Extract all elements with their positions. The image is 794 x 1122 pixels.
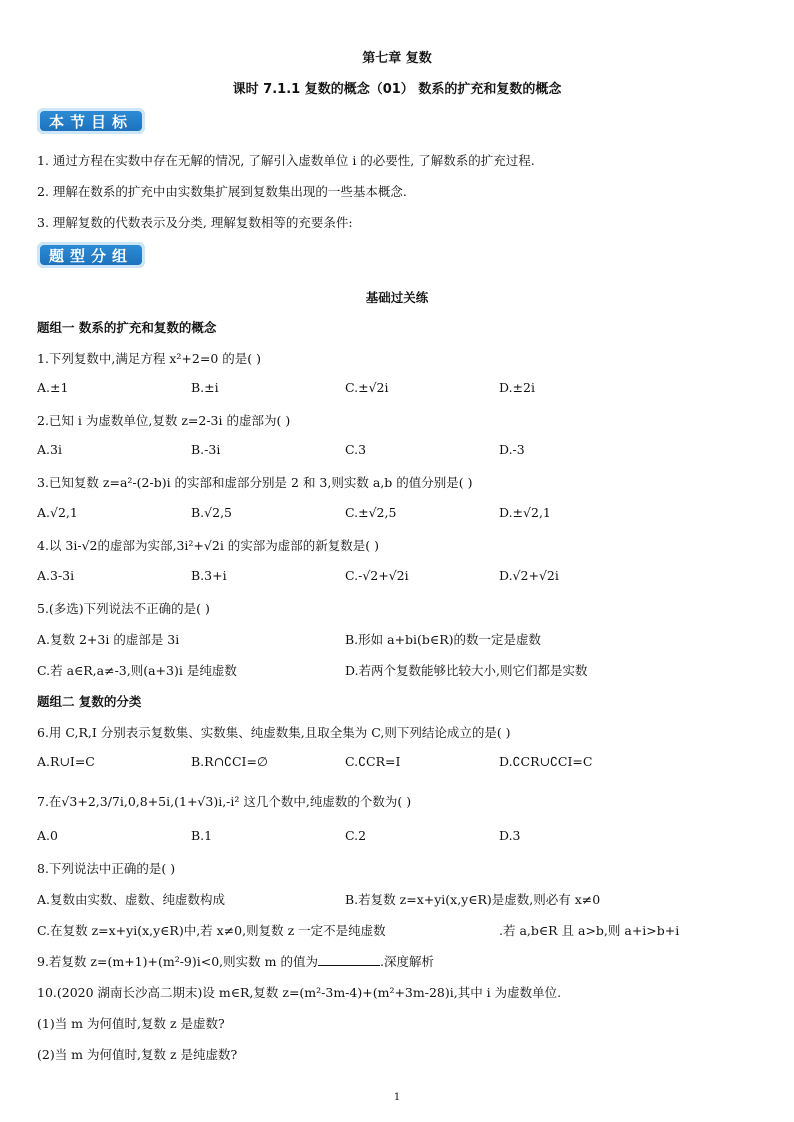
page-number: 1 [393, 1092, 401, 1103]
question-7-stem: 7.在√3+2,3/7i,0,8+5i,(1+√3)i,-i² 这几个数中,纯虚数的个数为( ) [37, 794, 412, 809]
question-9-stem-text: 9.若复数 z=(m+1)+(m²-9)i<0,则实数 m 的值为 [37, 954, 318, 969]
question-5-option-d: D.若两个复数能够比较大小,则它们都是实数 [345, 663, 588, 678]
question-6-stem: 6.用 C,R,I 分别表示复数集、实数集、纯虚数集,且取全集为 C,则下列结论成立的是( ) [37, 725, 511, 740]
question-4-option-b: B.3+i [191, 568, 227, 583]
question-8-stem: 8.下列说法中正确的是( ) [37, 861, 176, 876]
question-4-option-c: C.-√2+√2i [345, 568, 409, 583]
question-2-option-b: B.-3i [191, 442, 221, 457]
lesson-title: 课时 7.1.1 复数的概念（01） 数系的扩充和复数的概念 [232, 82, 562, 97]
question-3-option-a: A.√2,1 [37, 505, 78, 520]
question-9-stem-suffix: .深度解析 [379, 954, 434, 969]
question-4-option-d: D.√2+√2i [499, 568, 559, 583]
section-badge-groups: 题型分组 [37, 242, 145, 268]
chapter-title: 第七章 复数 [362, 51, 432, 66]
section-badge-goals: 本节目标 [37, 108, 145, 134]
question-6-option-b: B.R∩∁CI=∅ [191, 754, 268, 769]
question-8-option-b: B.若复数 z=x+yi(x,y∈R)是虚数,则必有 x≠0 [345, 892, 601, 907]
question-3-option-c: C.±√2,5 [345, 505, 397, 520]
question-10-stem: 10.(2020 湖南长沙高二期末)设 m∈R,复数 z=(m²-3m-4)+(m²+3m-28)i,其中 i 为虚数单位. [37, 985, 562, 1000]
practice-heading: 基础过关练 [365, 290, 429, 305]
group-2-title: 题组二 复数的分类 [37, 694, 142, 709]
question-7-option-c: C.2 [345, 828, 367, 843]
question-4-stem: 4.以 3i-√2的虚部为实部,3i²+√2i 的实部为虚部的新复数是( ) [37, 538, 380, 553]
question-8-option-a: A.复数由实数、虚数、纯虚数构成 [37, 892, 226, 907]
question-7-option-b: B.1 [191, 828, 213, 843]
question-2-option-d: D.-3 [499, 442, 525, 457]
question-1-option-a: A.±1 [37, 380, 69, 395]
goal-3: 3. 理解复数的代数表示及分类, 理解复数相等的充要条件: [37, 215, 353, 230]
question-3-stem: 3.已知复数 z=a²-(2-b)i 的实部和虚部分别是 2 和 3,则实数 a,b 的值分别是( ) [37, 475, 473, 490]
question-5-option-b: B.形如 a+bi(b∈R)的数一定是虚数 [345, 632, 541, 647]
goal-2: 2. 理解在数系的扩充中由实数集扩展到复数集出现的一些基本概念. [37, 184, 407, 199]
question-2-option-a: A.3i [37, 442, 62, 457]
question-9-stem [37, 952, 434, 970]
question-6-option-c: C.∁CR=I [345, 754, 401, 769]
question-6-option-a: A.R∪I=C [37, 754, 95, 769]
question-7-option-a: A.0 [37, 828, 58, 843]
question-1-option-c: C.±√2i [345, 380, 389, 395]
question-4-option-a: A.3-3i [37, 568, 75, 583]
answer-blank[interactable] [318, 954, 380, 966]
question-8-option-d: .若 a,b∈R 且 a>b,则 a+i>b+i [499, 923, 680, 938]
question-5-option-a: A.复数 2+3i 的虚部是 3i [37, 632, 180, 647]
question-7-option-d: D.3 [499, 828, 521, 843]
question-10-part-1: (1)当 m 为何值时,复数 z 是虚数? [37, 1016, 225, 1031]
question-6-option-d: D.∁CR∪∁CI=C [499, 754, 593, 769]
question-2-option-c: C.3 [345, 442, 367, 457]
group-1-title: 题组一 数系的扩充和复数的概念 [37, 320, 217, 335]
question-1-option-d: D.±2i [499, 380, 535, 395]
question-2-stem: 2.已知 i 为虚数单位,复数 z=2-3i 的虚部为( ) [37, 413, 291, 428]
question-3-option-b: B.√2,5 [191, 505, 233, 520]
goal-1: 1. 通过方程在实数中存在无解的情况, 了解引入虚数单位 i 的必要性, 了解数系的扩充过程. [37, 153, 535, 168]
question-3-option-d: D.±√2,1 [499, 505, 551, 520]
question-10-part-2: (2)当 m 为何值时,复数 z 是纯虚数? [37, 1047, 238, 1062]
question-5-stem: 5.(多选)下列说法不正确的是( ) [37, 601, 210, 616]
question-5-option-c: C.若 a∈R,a≠-3,则(a+3)i 是纯虚数 [37, 663, 237, 678]
question-1-option-b: B.±i [191, 380, 219, 395]
question-8-option-c: C.在复数 z=x+yi(x,y∈R)中,若 x≠0,则复数 z 一定不是纯虚数 [37, 923, 386, 938]
question-1-stem: 1.下列复数中,满足方程 x²+2=0 的是( ) [37, 351, 261, 366]
